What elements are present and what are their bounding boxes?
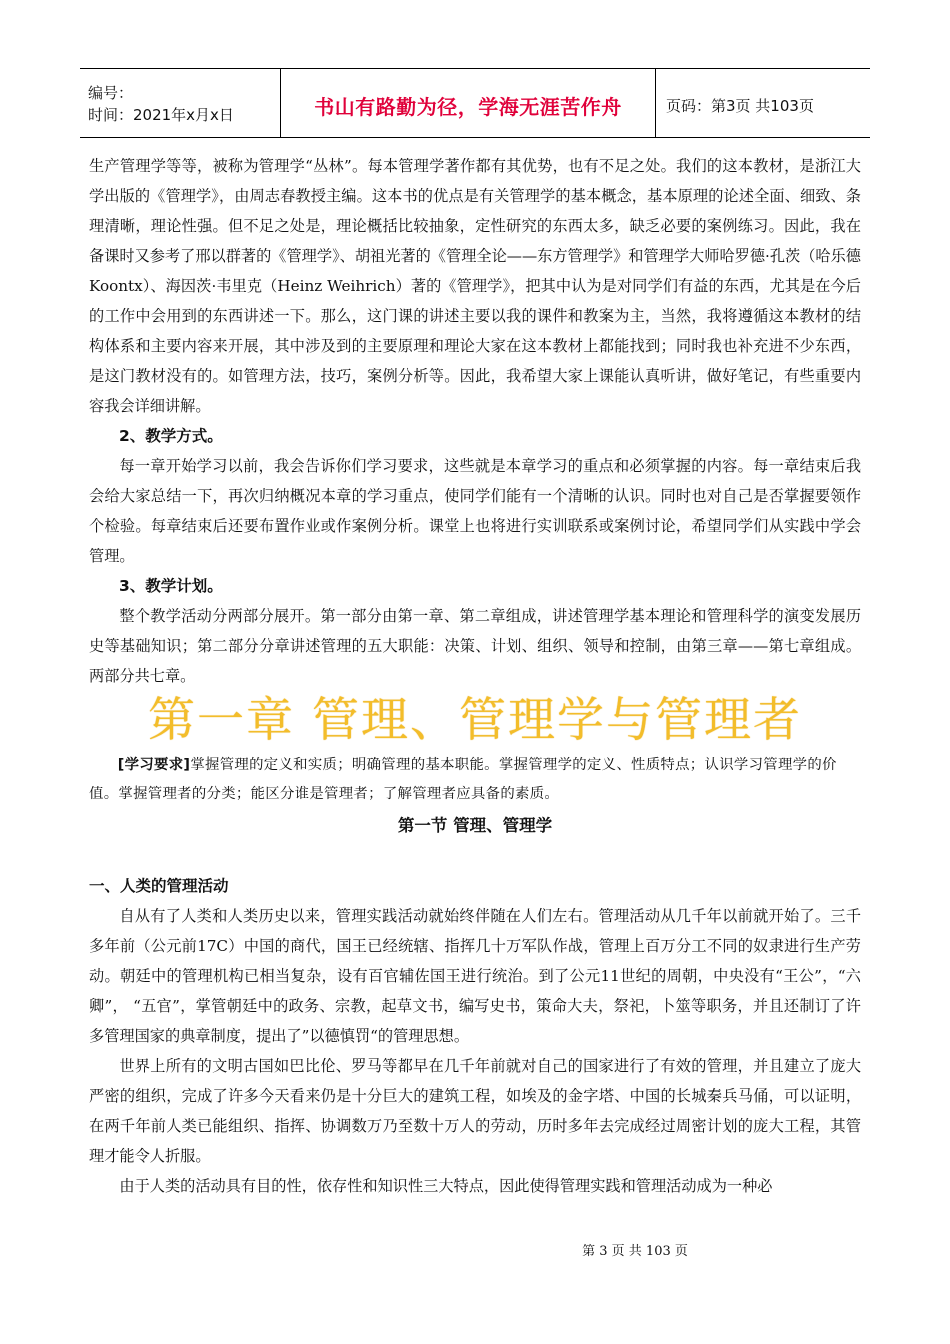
learning-requirements-text: 掌握管理的定义和实质；明确管理的基本职能。掌握管理学的定义、性质特点；认识学习管理学的价值。掌握管理者的分类；能区分谁是管理者；了解管理者应具备的素质。 [89, 757, 837, 802]
section-title: 第一节 管理、管理学 [397, 816, 553, 835]
page-header [80, 68, 870, 138]
heading-teaching-method: 2、教学方式。 [119, 427, 223, 445]
date-label: 时间：2021年x月x日 [88, 105, 234, 124]
heading-human-management: 一、人类的管理活动 [89, 877, 229, 895]
header-meta [80, 69, 281, 137]
paragraph-characteristics: 由于人类的活动具有目的性，依存性和知识性三大特点，因此使得管理实践和管理活动成为一种必 [119, 1177, 773, 1195]
heading-teaching-plan: 3、教学计划。 [119, 577, 223, 595]
header-motto: 书山有路勤为径，学海无涯苦作舟 [281, 69, 656, 137]
learning-requirements-label: [学习要求] [117, 757, 191, 773]
number-label: 编号： [88, 83, 134, 102]
chapter-title: 第一章 管理、管理学与管理者 [148, 693, 802, 748]
paragraph-ancient-civilizations: 世界上所有的文明古国如巴比伦、罗马等都早在几千年前就对自己的国家进行了有效的管理，并且建立了庞大严密的组织，完成了许多今天看来仍是十分巨大的建筑工程，如埃及的金字塔、中国的长城秦兵马俑，可以证明，在两千年前人类已能组织、指挥、协调数万乃至数十万人的劳动，历时多年去完成经过周密计划的庞大工程，其管理才能令人折服。 [89, 1057, 861, 1165]
paragraph-teaching-method: 每一章开始学习以前，我会告诉你们学习要求，这些就是本章学习的重点和必须掌握的内容。每一章结束后我会给大家总结一下，再次归纳概况本章的学习重点，使同学们能有一个清晰的认识。同时也对自己是否掌握要领作个检验。每章结束后还要布置作业或作案例分析。课堂上也将进行实训联系或案例讨论，希望同学们从实践中学会管理。 [89, 457, 861, 565]
page-footer: 第 3 页 共 103 页 [582, 1244, 688, 1259]
paragraph-intro-continued: 生产管理学等等，被称为管理学“丛林”。每本管理学著作都有其优势，也有不足之处。我们的这本教材，是浙江大学出版的《管理学》，由周志春教授主编。这本书的优点是有关管理学的基本概念，基本原理的论述全面、细致、条理清晰，理论性强。但不足之处是，理论概括比较抽象，定性研究的东西太多，缺乏必要的案例练习。因此，我在备课时又参考了邢以群著的《管理学》、胡祖光著的《管理全论——东方管理学》和管理学大师哈罗德·孔茨（哈乐德Koontx）、海因茨·韦里克（Heinz Weihrich）著的《管理学》，把其中认为是对同学们有益的东西，尤其是在今后的工作中会用到的东西讲述一下。那么，这门课的讲述主要以我的课件和教案为主，当然，我将遵循这本教材的结构体系和主要内容来开展，其中涉及到的主要原理和理论大家在这本教材上都能找到；同时我也补充进不少东西，是这门教材没有的。如管理方法，技巧，案例分析等。因此，我希望大家上课能认真听讲，做好笔记，有些重要内容我会详细讲解。 [89, 157, 861, 415]
header-page-info: 页码：第3页 共103页 [666, 96, 814, 115]
document-body [89, 151, 861, 1201]
spacer [89, 841, 861, 871]
paragraph-teaching-plan: 整个教学活动分两部分展开。第一部分由第一章、第二章组成，讲述管理学基本理论和管理科学的演变发展历史等基础知识；第二部分分章讲述管理的五大职能：决策、计划、组织、领导和控制，由第三章——第七章组成。两部分共七章。 [89, 607, 861, 685]
learning-requirements [89, 751, 861, 809]
paragraph-history: 自从有了人类和人类历史以来，管理实践活动就始终伴随在人们左右。管理活动从几千年以前就开始了。三千多年前（公元前17C）中国的商代，国王已经统辖、指挥几十万军队作战，管理上百万分工不同的奴隶进行生产劳动。朝廷中的管理机构已相当复杂，设有百官辅佐国王进行统治。到了公元11世纪的周朝，中央没有“王公”，“六卿”， “五官”，掌管朝廷中的政务、宗教，起草文书，编写史书，策命大夫，祭祀，卜筮等职务，并且还制订了许多管理国家的典章制度，提出了”以德慎罚“的管理思想。 [89, 907, 861, 1045]
